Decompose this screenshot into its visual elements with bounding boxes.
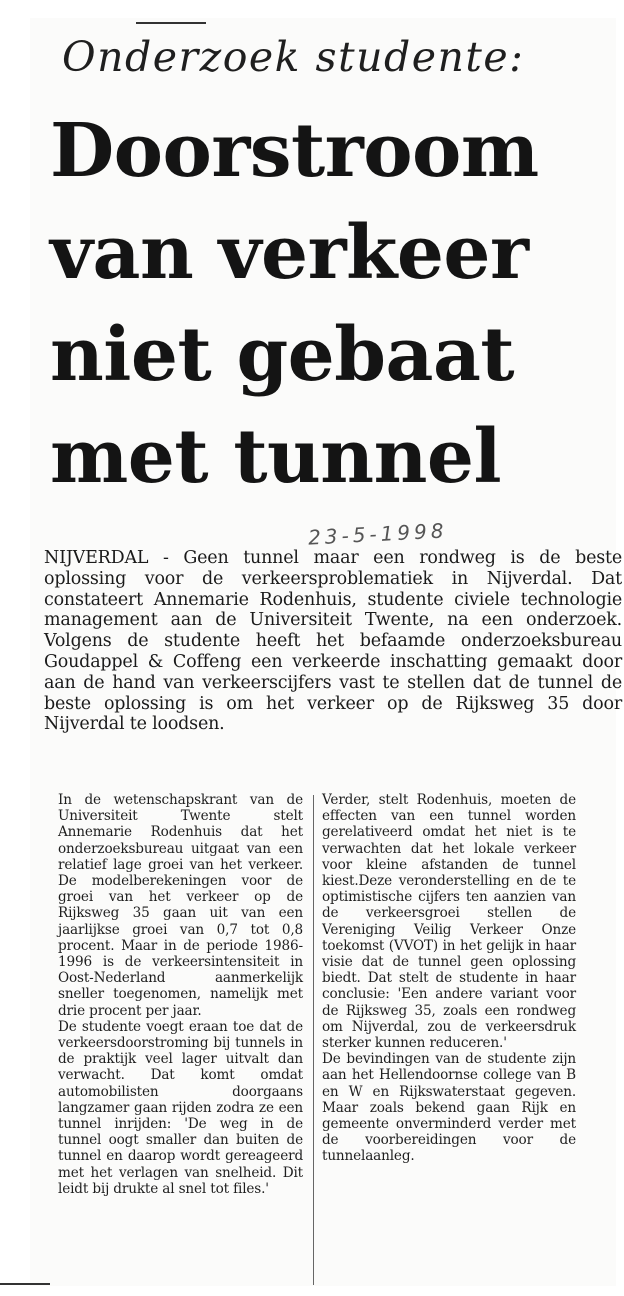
paragraph: De studente voegt eraan toe dat de verkeersdoorstroming bij tunnels in de praktijk veel lager uitvalt dan verwacht. Dat komt omdat automobilisten doorgaans langzamer gaan rijden zodra ze een tunnel inrijden: 'De weg in de tunnel oogt smaller dan buiten de tunnel en daarop wordt gereageerd met het verlagen van snelheid. Dit leidt bij drukte al snel tot files.' [58, 1018, 303, 1197]
article-kicker: Onderzoek studente: [62, 33, 525, 81]
handwritten-date: 23-5-1998 [307, 518, 449, 550]
article-column-right [322, 792, 576, 1165]
article-column-left [58, 792, 303, 1197]
clipping-cut-mark-bottom [0, 1283, 50, 1285]
paragraph: Verder, stelt Rodenhuis, moeten de effecten van een tunnel worden gerelativeerd omdat het niet is te verwachten dat het lokale verkeer voor kleine afstanden de tunnel kiest.Deze veronderstelling en de te optimistische cijfers ten aanzien van de verkeersgroei stellen de Vereniging Veilig Verkeer Onze toekomst (VVOT) in het gelijk in haar visie dat de tunnel geen oplossing biedt. Dat stelt de studente in haar conclusie: 'Een andere variant voor de Rijksweg 35, zoals een rondweg om Nijverdal, zou de verkeersdruk sterker kunnen reduceren.' [322, 792, 576, 1052]
headline-line: met tunnel [50, 414, 502, 500]
headline-line: Doorstroom [50, 108, 539, 194]
headline-line: niet gebaat [50, 312, 515, 398]
column-divider [313, 795, 314, 1285]
paragraph: De bevindingen van de studente zijn aan het Hellendoornse college van B en W en Rijkswaterstaat gegeven. Maar zoals bekend gaan Rijk en gemeente onverminderd verder met de voorbereidingen voor de tunnelaanleg. [322, 1051, 576, 1165]
article-lead: NIJVERDAL - Geen tunnel maar een rondweg is de beste oplossing voor de verkeersproblematiek in Nijverdal. Dat constateert Annemarie Rodenhuis, studente civiele technologie management aan de Universiteit Twente, na een onderzoek. Volgens de studente heeft het befaamde onderzoeksbureau Goudappel & Coffeng een verkeerde inschatting gemaakt door aan de hand van verkeerscijfers vast te stellen dat de tunnel de beste oplossing is om het verkeer op de Rijksweg 35 door Nijverdal te loodsen. [44, 548, 622, 735]
paragraph: In de wetenschapskrant van de Universiteit Twente stelt Annemarie Rodenhuis dat het onderzoeksbureau uitgaat van een relatief lage groei van het verkeer. De modelberekeningen voor de groei van het verkeer op de Rijksweg 35 gaan uit van een jaarlijkse groei van 0,7 tot 0,8 procent. Maar in de periode 1986-1996 is de verkeersintensiteit in Oost-Nederland aanmerkelijk sneller toegenomen, namelijk met drie procent per jaar. [58, 792, 303, 1019]
article-headline [50, 100, 616, 508]
clipping-cut-mark-top [136, 22, 206, 24]
headline-line: van verkeer [50, 210, 529, 296]
